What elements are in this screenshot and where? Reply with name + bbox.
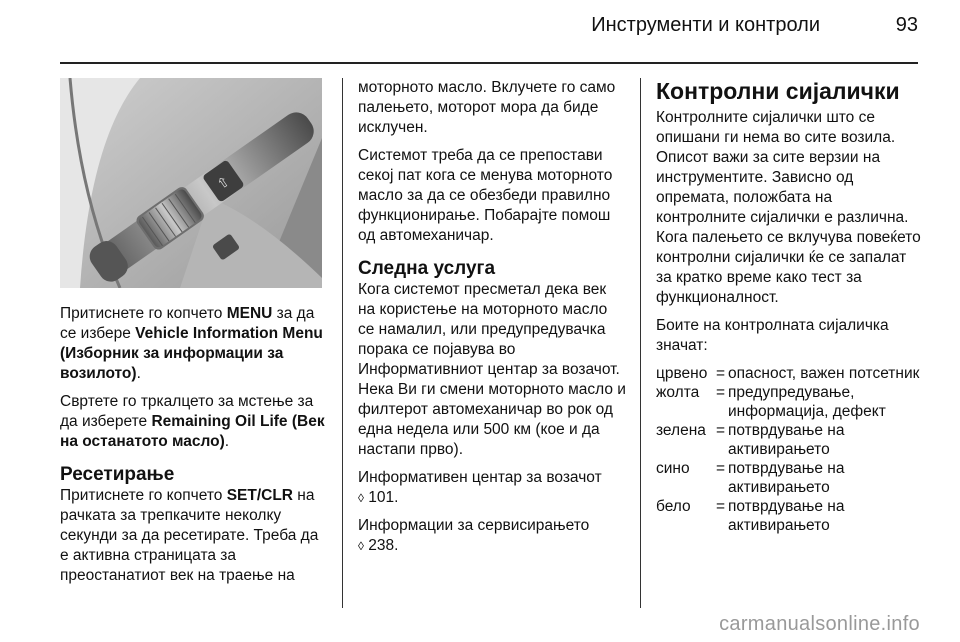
header-title: Инструменти и контроли xyxy=(591,14,820,36)
section-heading-next-service: Следна услуга xyxy=(358,258,496,279)
equals-sign: = xyxy=(716,498,726,515)
cross-reference: Информативен центар за возачот ◊ 101. xyxy=(358,469,602,506)
arrow-glyph: ⇧ xyxy=(214,173,234,194)
middle-column xyxy=(358,78,626,564)
menu-item-name: Vehicle Information Menu (Изборник за информации за возилото) xyxy=(60,325,323,382)
color-meaning: опасност, важен потсетник xyxy=(728,365,920,382)
header-rule xyxy=(60,62,918,64)
body-paragraph: моторното масло. Вклучете го само палењето, моторот мора да биде исклучен. xyxy=(358,79,616,136)
equals-sign: = xyxy=(716,460,726,477)
reference-arrow-icon: ◊ xyxy=(358,491,364,505)
column-divider xyxy=(342,78,343,608)
reference-arrow-icon: ◊ xyxy=(358,539,364,553)
set-clr-button-label: SET/CLR xyxy=(226,487,293,504)
instruction-paragraph: Свртете го тркалцето за мстење за да изберете Remaining Oil Life (Век на останатото масло). xyxy=(60,393,325,450)
section-heading-reset: Ресетирање xyxy=(60,464,175,485)
stalk-figure xyxy=(60,78,322,288)
watermark: carmanualsonline.info xyxy=(719,613,920,635)
color-name: црвено xyxy=(656,365,708,382)
service-paragraph: Кога системот пресметал дека век на користење на моторното масло се намалил, или предупредувачка порака се појавува во Информативниот центар за возачот. Нека Ви ги смени моторното масло и филтерот автомеханичар во рок од една недела или 500 км (кое и да настапи прво). xyxy=(358,281,626,458)
left-column xyxy=(60,78,328,594)
cross-reference: Информации за сервисирањето ◊ 238. xyxy=(358,517,590,554)
color-meaning-table xyxy=(656,364,922,535)
color-meaning: предупредување, информација, дефект xyxy=(728,384,886,420)
color-name: сино xyxy=(656,460,690,477)
right-column xyxy=(656,78,922,535)
menu-button-label: MENU xyxy=(226,305,273,322)
color-meaning: потврдување на активирањето xyxy=(728,422,845,458)
page-number: 93 xyxy=(895,14,918,36)
color-name: жолта xyxy=(656,384,700,401)
equals-sign: = xyxy=(716,365,726,382)
column-divider xyxy=(640,78,641,608)
body-paragraph: Системот треба да се препостави секој пат кога се менува моторното масло за да се обезбеди правилно функционирање. Побарајте помош од автомеханичар. xyxy=(358,147,613,244)
color-meaning: потврдување на активирањето xyxy=(728,460,845,496)
colors-intro: Боите на контролната сијаличка значат: xyxy=(656,317,889,354)
equals-sign: = xyxy=(716,422,726,439)
equals-sign: = xyxy=(716,384,726,401)
oil-life-menu-name: Remaining Oil Life (Век на останатото масло) xyxy=(60,413,325,450)
instruction-paragraph: Притиснете го копчето MENU за да се избере Vehicle Information Menu (Изборник за информации за возилото). xyxy=(60,305,323,382)
color-name: бело xyxy=(656,498,691,515)
intro-paragraph: Контролните сијалички што се опишани ги нема во сите возила. Описот важи за сите верзии на инструментите. Зависно од опремата, положбата на контролните сијалички е различна. Кога палењето се вклучува повеќето контролни сијалички ќе се запалат за кратко време како тест за функционалност. xyxy=(656,109,921,306)
reset-paragraph: Притиснете го копчето SET/CLR на рачката за трепкачите неколку секунди за да ресетирате. Треба да е активна страницата за преостанатиот век на траење на xyxy=(60,487,319,584)
color-meaning: потврдување на активирањето xyxy=(728,498,845,534)
turn-signal-stalk-photo-icon xyxy=(60,78,322,288)
color-name: зелена xyxy=(656,422,706,439)
section-heading-control-lights: Контролни сијалички xyxy=(656,78,900,104)
